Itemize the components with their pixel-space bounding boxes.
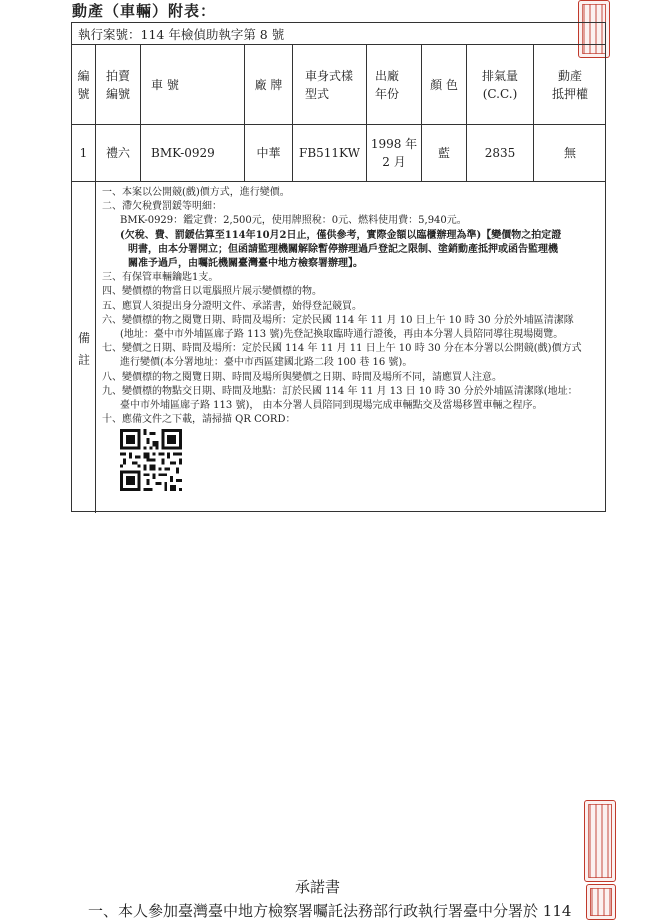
note-7-cont: 進行變價(本分署地址：臺中市西區建國北路二段 100 巷 16 號)。 <box>120 357 413 369</box>
vehicle-table <box>71 22 606 512</box>
note-9-cont: 臺中市外埔區廍子路 113 號)， 由本分署人員陪同到現場完成車輛點交及當場移置車輛之程序。 <box>120 400 543 412</box>
remarks-notes <box>102 186 602 427</box>
pledge-first-line: 一、本人參加臺灣臺中地方檢察署囑託法務部行政執行署臺中分署於 114 <box>88 902 572 920</box>
note-2-detail: BMK-0929：鑑定費：2,500元，使用牌照稅：0元、燃料使用費：5,940元。 <box>120 215 467 227</box>
cell-plate: BMK-0929 <box>151 146 215 160</box>
official-seal-bottom-2 <box>586 884 616 920</box>
note-5: 五、應買人須提出身分證明文件、承諾書，始得登記競買。 <box>102 300 362 312</box>
header-year: 出廠 年份 <box>375 68 400 101</box>
cell-displacement: 2835 <box>484 146 516 160</box>
cell-mortgage: 無 <box>563 146 576 160</box>
note-7: 七、變價之日期、時間及場所：定於民國 114 年 11 月 11 日上午 10 時 30 分在本分署以公開競(戲)價方式 <box>102 343 582 355</box>
header-brand: 廠 牌 <box>254 77 283 92</box>
note-2-disclaimer: (欠稅、費、罰鍰估算至114年10月2日止，僅供參考，實際金額以臨櫃辦理為準)【變價物之拍定證 <box>120 229 562 241</box>
header-mortgage: 動產 抵押權 <box>551 68 588 101</box>
cell-item-no: 1 <box>79 146 88 160</box>
header-model: 車身式樣 型式 <box>305 68 354 101</box>
qr-code-icon[interactable] <box>120 429 182 491</box>
note-8: 八、變價標的物之閱覽日期、時間及場所與變價之日期、時間及場所不同，請應買人注意。 <box>102 371 502 383</box>
note-2-disclaimer-end: 關准予過戶，由囑託機關臺灣臺中地方檢察署辦理】。 <box>128 258 363 270</box>
cell-year: 1998 年 2 月 <box>370 137 418 169</box>
note-6-cont: (地址：臺中市外埔區廍子路 113 號)先登記換取臨時通行證後，再由本分署人員陪同導往現場閱覽。 <box>120 329 564 341</box>
cell-model: FB511KW <box>299 146 360 160</box>
header-color: 顏 色 <box>430 77 458 92</box>
note-4: 四、變價標的物當日以電腦照片展示變價標的物。 <box>102 286 322 298</box>
note-10: 十、應備文件之下載，請掃描 QR CORD： <box>102 414 296 426</box>
attachment-title: 動產（車輛）附表： <box>72 2 217 20</box>
case-number: 執行案號：114 年檢偵助執字第 8 號 <box>78 27 285 42</box>
note-2: 二、滯欠稅費罰鍰等明細： <box>102 201 222 213</box>
cell-brand: 中華 <box>256 146 281 160</box>
note-3: 三、有保管車輛鑰匙1支。 <box>102 272 219 284</box>
header-auction-no: 拍賣 編號 <box>105 68 130 101</box>
note-9: 九、變價標的物點交日期、時間及地點：訂於民國 114 年 11 月 13 日 10 時 30 分於外埔區清潔隊(地址： <box>102 385 578 397</box>
pledge-title: 承諾書 <box>295 878 341 896</box>
note-1: 一、本案以公開競(戲)價方式，進行變價。 <box>102 187 290 198</box>
official-seal-bottom <box>584 800 616 882</box>
header-displacement: 排氣量 (C.C.) <box>481 68 518 101</box>
cell-auction-no: 禮六 <box>105 146 130 160</box>
note-2-disclaimer-cont: 明書，由本分署開立；但函請監理機關解除暫停辦理過戶登記之限制、塗銷動產抵押或函告監理機 <box>128 243 558 255</box>
header-plate: 車 號 <box>151 77 179 92</box>
remark-label: 備 註 <box>77 331 90 367</box>
note-6: 六、變價標的物之閱覽日期、時間及場所：定於民國 114 年 11 月 10 日上午 10 時 30 分於外埔區清潔隊 <box>102 314 574 326</box>
cell-color: 藍 <box>437 146 450 160</box>
header-item-no: 編 號 <box>77 68 90 101</box>
